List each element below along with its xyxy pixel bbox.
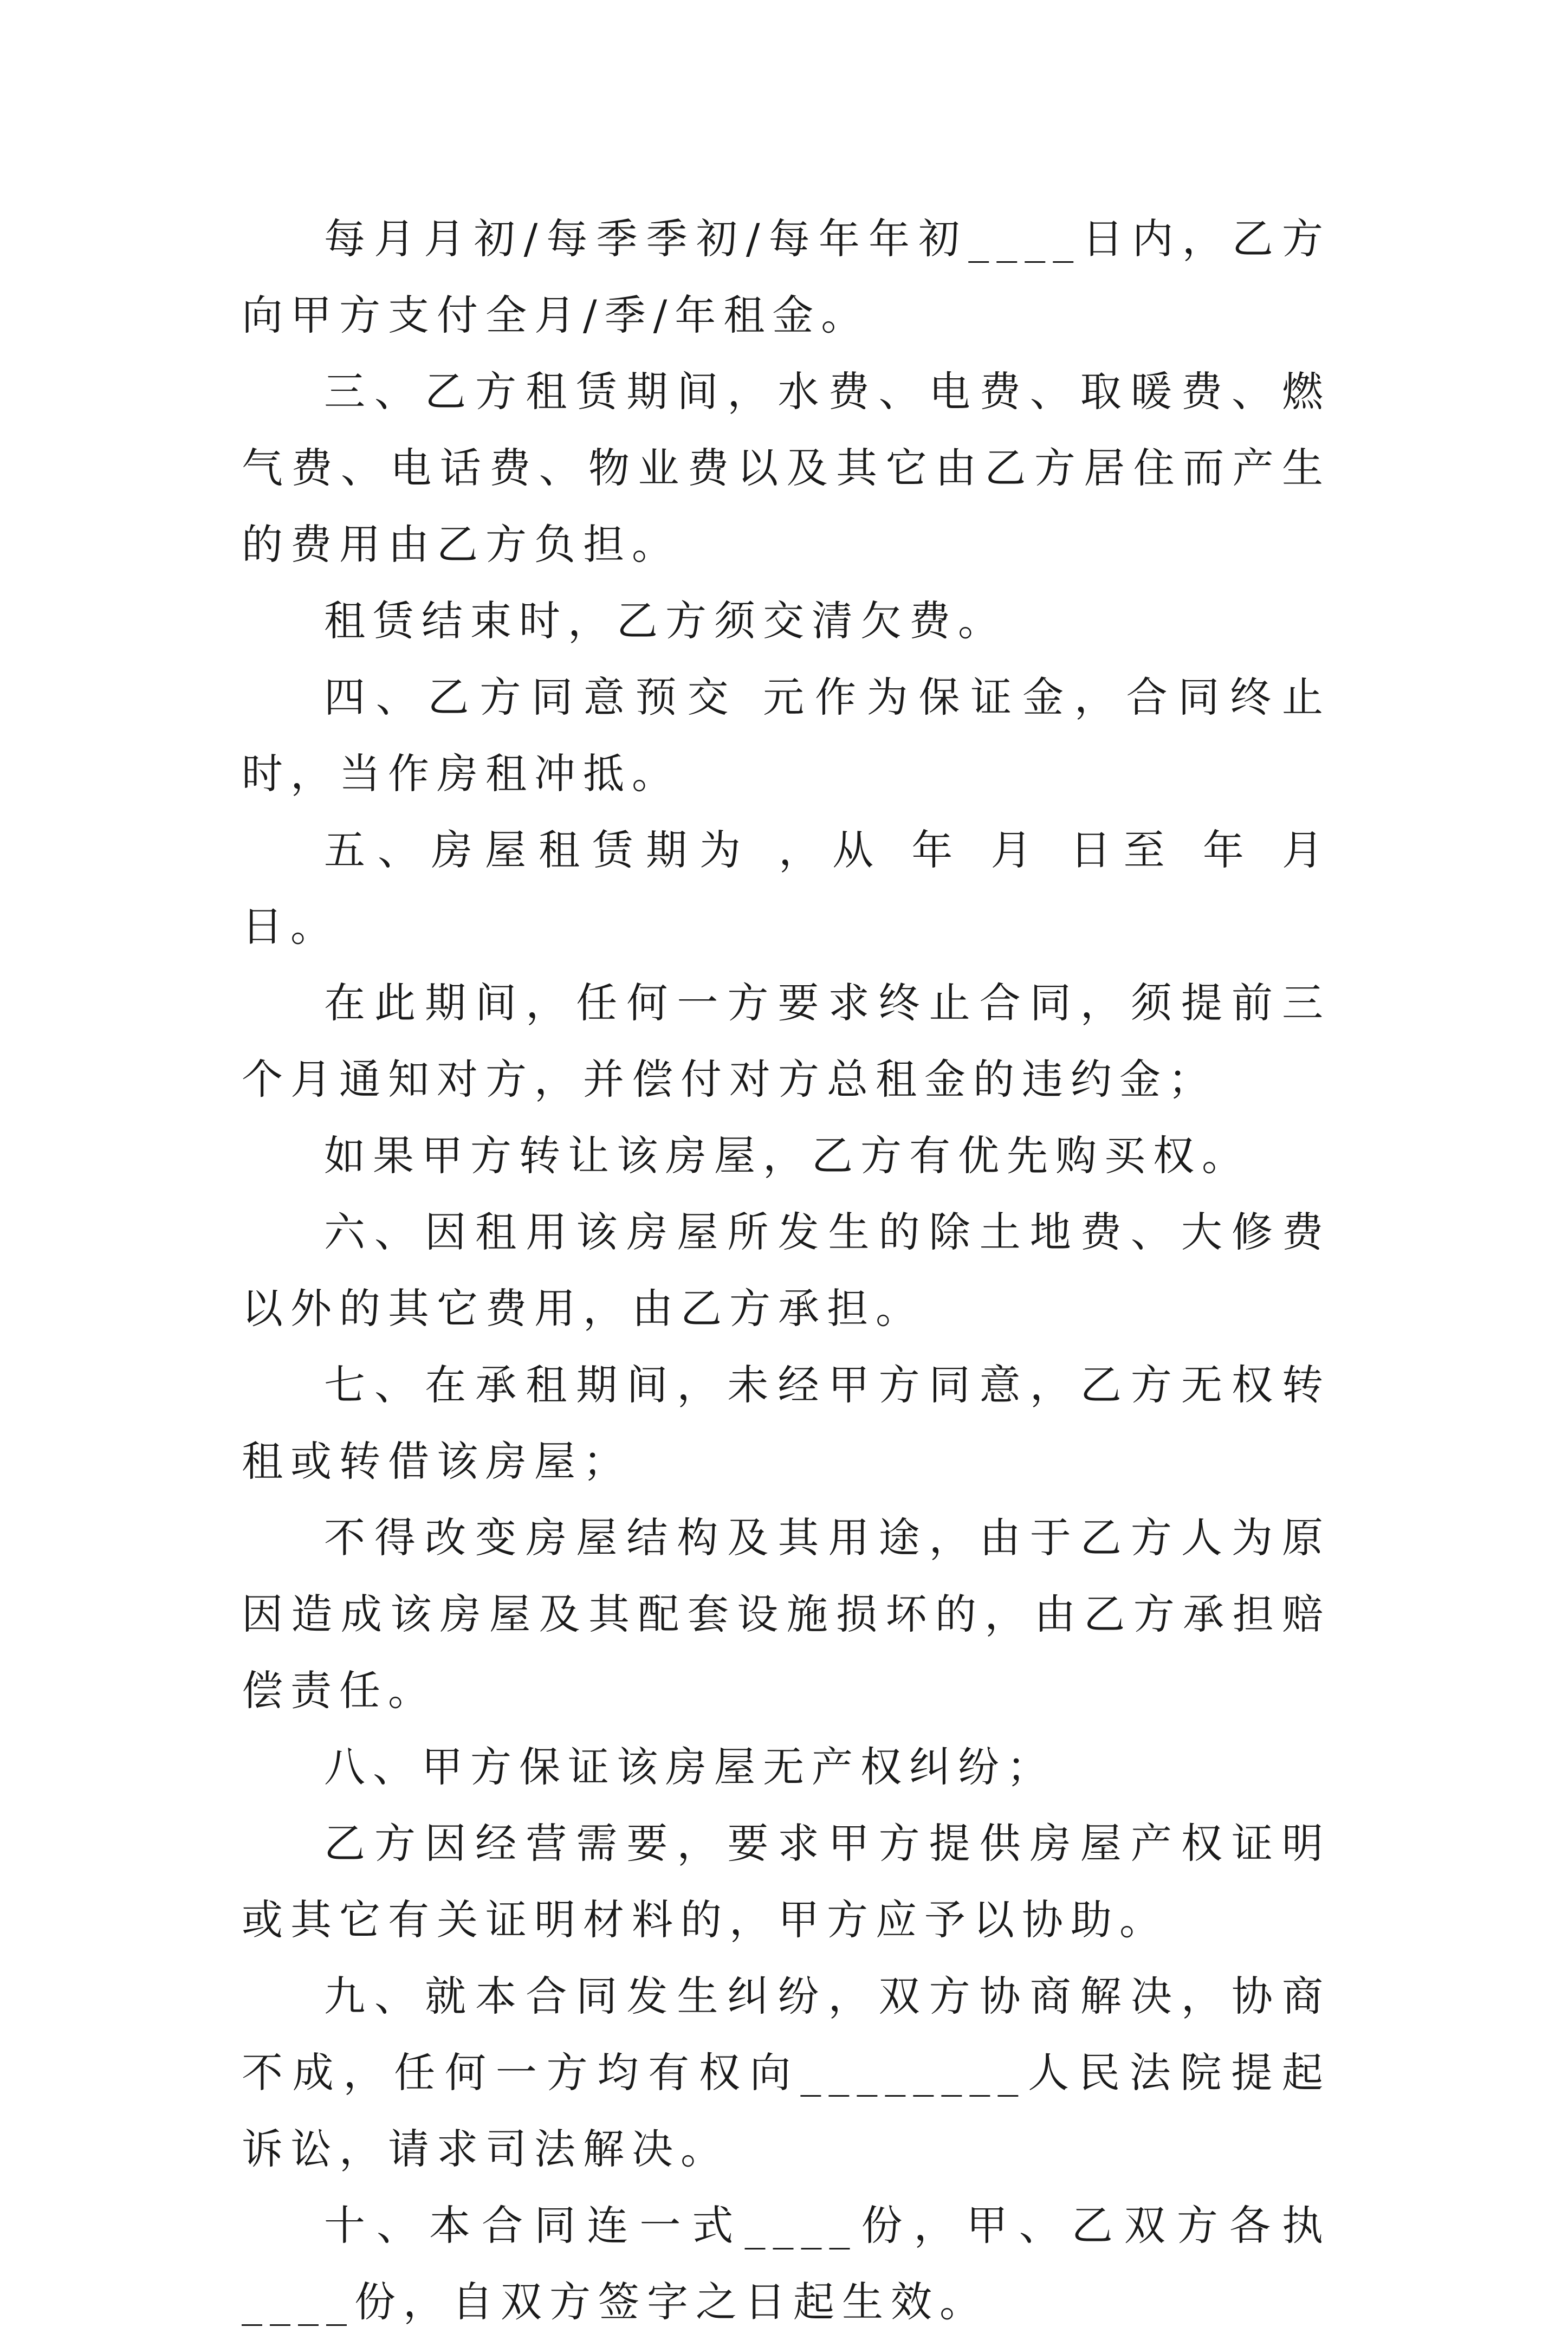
paragraph-clause-7-liability: 不得改变房屋结构及其用途，由于乙方人为原因造成该房屋及其配套设施损坏的，由乙方承担赔偿责任。 [242, 1514, 1331, 1715]
paragraph-clause-5: 五、房屋租赁期为 ，从 年 月 日至 年 月 日。 [242, 826, 1352, 951]
paragraph-clause-3: 三、乙方租赁期间，水费、电费、取暖费、燃气费、电话费、物业费以及其它由乙方居住而产生的费用由乙方负担。 [242, 367, 1331, 568]
paragraph-clause-6: 六、因租用该房屋所发生的除土地费、大修费以外的其它费用，由乙方承担。 [242, 1208, 1331, 1333]
paragraph-clause-7: 七、在承租期间，未经甲方同意，乙方无权转租或转借该房屋； [242, 1361, 1331, 1485]
paragraph-clause-9: 九、就本合同发生纠纷，双方协商解决，协商不成，任何一方均有权向________人民法院提起诉讼，请求司法解决。 [242, 1972, 1331, 2173]
paragraph-clause-3-settlement: 租赁结束时，乙方须交清欠费。 [324, 597, 1007, 645]
paragraph-clause-5-termination: 在此期间，任何一方要求终止合同，须提前三个月通知对方，并偿付对方总租金的违约金； [242, 979, 1331, 1103]
paragraph-clause-8: 八、甲方保证该房屋无产权纠纷； [324, 1743, 1055, 1791]
paragraph-payment-schedule: 每月月初/每季季初/每年年初____日内，乙方向甲方支付全月/季/年租金。 [242, 215, 1331, 339]
paragraph-clause-8-assistance: 乙方因经营需要，要求甲方提供房屋产权证明或其它有关证明材料的，甲方应予以协助。 [242, 1819, 1331, 1944]
contract-body [242, 201, 1352, 2340]
paragraph-clause-10: 十、本合同连一式____份，甲、乙双方各执____份，自双方签字之日起生效。 [242, 2201, 1331, 2326]
paragraph-clause-5-preemption: 如果甲方转让该房屋，乙方有优先购买权。 [324, 1132, 1250, 1180]
paragraph-clause-4: 四、乙方同意预交 元作为保证金，合同终止时，当作房租冲抵。 [242, 673, 1331, 798]
